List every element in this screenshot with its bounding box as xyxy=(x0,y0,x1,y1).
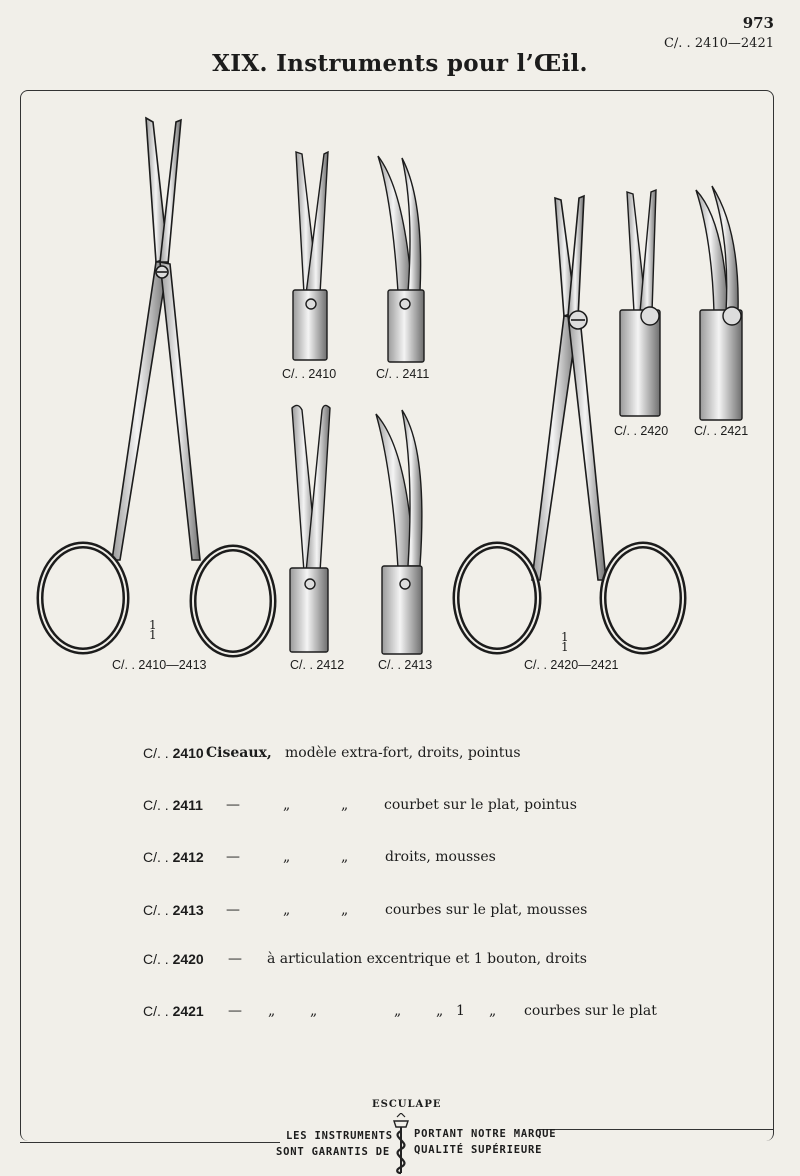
page-title: XIX. Instruments pour l’Œil. xyxy=(212,50,588,77)
ditto-mark: „ xyxy=(283,902,291,918)
brand-name: ESCULAPE xyxy=(372,1099,442,1110)
item-description: modèle extra-fort, droits, pointus xyxy=(285,745,521,761)
footer-left-line1: LES INSTRUMENTS xyxy=(286,1130,393,1142)
figure-label-2411: C/. . 2411 xyxy=(376,367,430,381)
catalog-ref xyxy=(143,797,203,813)
scissors-2410-icon xyxy=(293,152,328,360)
scissors-large-straight-icon xyxy=(40,118,273,654)
ditto-mark: „ xyxy=(283,797,291,813)
ref-number: 2413 xyxy=(172,902,204,918)
item-quantity: 1 xyxy=(456,1003,465,1019)
ditto-mark: „ xyxy=(394,1003,402,1019)
ditto-mark: „ xyxy=(436,1003,444,1019)
footer-rule-left xyxy=(20,1142,280,1143)
ditto-mark: „ xyxy=(341,797,349,813)
ref-number: 2411 xyxy=(172,797,203,813)
scissors-2411-icon xyxy=(378,156,424,362)
footer-left-line2: SONT GARANTIS DE xyxy=(276,1146,390,1158)
ref-number: 2421 xyxy=(172,1003,204,1019)
ref-prefix: C/. . xyxy=(143,1003,173,1019)
ref-prefix: C/. . xyxy=(143,902,173,918)
ditto-mark: „ xyxy=(283,849,291,865)
figure-label-2421: C/. . 2421 xyxy=(694,424,749,438)
ref-number: 2410 xyxy=(172,745,204,761)
scissors-2421-icon xyxy=(696,186,742,420)
catalog-ref xyxy=(143,1003,204,1019)
figure-label-2420: C/. . 2420 xyxy=(614,424,669,438)
figure-label-2413: C/. . 2413 xyxy=(378,658,433,672)
scale-denominator: 1 xyxy=(149,628,157,642)
item-description: courbet sur le plat, pointus xyxy=(384,797,577,813)
scissors-2413-icon xyxy=(376,410,422,654)
catalog-ref xyxy=(143,902,204,918)
ditto-dash: — xyxy=(226,849,240,865)
scale-numerator: 1 xyxy=(561,630,569,644)
ref-prefix: C/. . xyxy=(143,745,173,761)
caduceus-logo-icon xyxy=(386,1113,416,1175)
scale-mark-left xyxy=(149,620,157,640)
scale-numerator: 1 xyxy=(149,618,157,632)
ditto-dash: — xyxy=(228,951,242,967)
catalog-ref xyxy=(143,849,204,865)
ditto-dash: — xyxy=(226,797,240,813)
ditto-mark: „ xyxy=(341,902,349,918)
scissors-2412-icon xyxy=(290,405,330,652)
footer-right-line2: QUALITÉ SUPÉRIEURE xyxy=(414,1144,543,1156)
item-description: à articulation excentrique et 1 bouton, droits xyxy=(267,951,587,967)
ref-prefix: C/. . xyxy=(143,849,173,865)
catalog-ref xyxy=(143,745,204,761)
footer-right-line1: PORTANT NOTRE MARQUE xyxy=(414,1128,557,1140)
ref-number: 2412 xyxy=(172,849,204,865)
page-reference: C/. . 2410—2421 xyxy=(663,36,774,51)
item-description: courbes sur le plat xyxy=(524,1003,657,1019)
ditto-dash: — xyxy=(228,1003,242,1019)
figure-label-2410: C/. . 2410 xyxy=(282,367,337,381)
footer-rule-right xyxy=(537,1129,773,1130)
ditto-dash: — xyxy=(226,902,240,918)
page-number: 973 xyxy=(742,14,774,32)
figure-label-2410-2413: C/. . 2410—2413 xyxy=(112,658,207,672)
scale-denominator: 1 xyxy=(561,640,569,654)
figure-label-2420-2421: C/. . 2420—2421 xyxy=(524,658,619,672)
item-name: Ciseaux, xyxy=(206,745,272,761)
ref-prefix: C/. . xyxy=(143,797,173,813)
scissors-2420-icon xyxy=(620,190,660,416)
ref-number: 2420 xyxy=(172,951,204,967)
ditto-mark: „ xyxy=(489,1003,497,1019)
ref-prefix: C/. . xyxy=(143,951,173,967)
scale-mark-right xyxy=(561,632,569,652)
figure-label-2412: C/. . 2412 xyxy=(290,658,345,672)
ditto-mark: „ xyxy=(341,849,349,865)
footer-trademark xyxy=(0,1095,800,1175)
item-description: droits, mousses xyxy=(385,849,496,865)
ditto-mark: „ xyxy=(310,1003,318,1019)
ditto-mark: „ xyxy=(268,1003,276,1019)
catalog-ref xyxy=(143,951,204,967)
item-description: courbes sur le plat, mousses xyxy=(385,902,588,918)
